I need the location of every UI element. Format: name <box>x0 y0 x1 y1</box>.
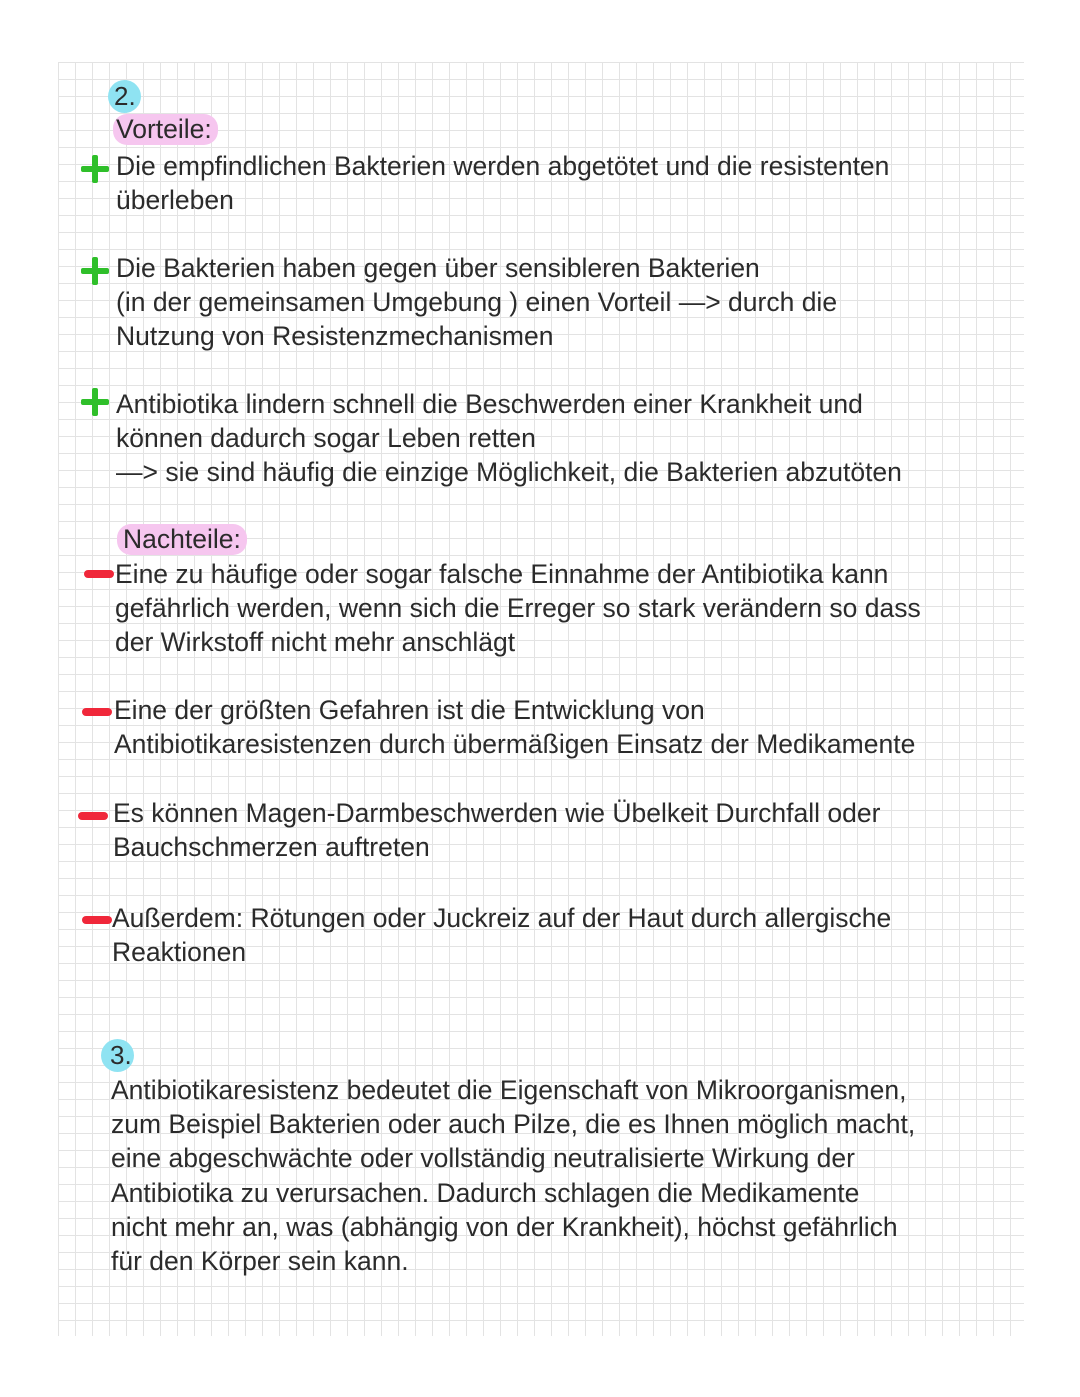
text-line: überleben <box>116 185 234 216</box>
text-line: Die empfindlichen Bakterien werden abgetötet und die resistenten <box>116 151 890 181</box>
plus-icon <box>81 155 109 183</box>
text-line: Die Bakterien haben gegen über sensibleren Bakterien <box>116 253 760 283</box>
vorteil-item-1 <box>116 149 996 217</box>
text-line: Nutzung von Resistenzmechanismen <box>116 321 554 352</box>
text-line: —> sie sind häufig die einzige Möglichkeit, die Bakterien abzutöten <box>116 457 902 488</box>
text-line: Außerdem: Rötungen oder Juckreiz auf der Haut durch allergische <box>112 903 892 933</box>
minus-icon <box>82 708 112 716</box>
vorteil-item-2 <box>116 251 996 354</box>
vorteil-item-3 <box>116 387 996 490</box>
text-line: eine abgeschwächte oder vollständig neutralisierte Wirkung der <box>111 1143 855 1174</box>
nachteil-item-2 <box>114 693 994 761</box>
text-line: nicht mehr an, was (abhängig von der Krankheit), höchst gefährlich <box>111 1211 898 1242</box>
plus-icon <box>81 388 109 416</box>
minus-icon <box>78 812 108 820</box>
text-line: (in der gemeinsamen Umgebung ) einen Vorteil —> durch die <box>116 287 838 318</box>
text-line: Antibiotikaresistenz bedeutet die Eigenschaft von Mikroorganismen, <box>111 1075 907 1105</box>
text-line: Es können Magen-Darmbeschwerden wie Übelkeit Durchfall oder <box>113 798 881 828</box>
text-line: können dadurch sogar Leben retten <box>116 423 536 454</box>
text-line: Antibiotika zu verursachen. Dadurch schlagen die Medikamente <box>111 1177 860 1208</box>
minus-icon <box>82 916 112 924</box>
minus-icon <box>84 570 114 578</box>
text-line: für den Körper sein kann. <box>111 1246 409 1277</box>
text-line: Bauchschmerzen auftreten <box>113 832 430 863</box>
text-line: Antibiotika lindern schnell die Beschwerden einer Krankheit und <box>116 389 863 419</box>
text-line: zum Beispiel Bakterien oder auch Pilze, die es Ihnen möglich macht, <box>111 1109 916 1140</box>
nachteile-label: Nachteile: <box>117 524 247 555</box>
text-line: der Wirkstoff nicht mehr anschlägt <box>115 627 516 658</box>
text-line: Eine der größten Gefahren ist die Entwicklung von <box>114 695 705 725</box>
text-line: Eine zu häufige oder sogar falsche Einnahme der Antibiotika kann <box>115 559 889 589</box>
vorteile-label: Vorteile: <box>113 114 218 145</box>
section-number-3: 3. <box>101 1039 134 1072</box>
section3-paragraph <box>111 1073 991 1278</box>
nachteil-item-1 <box>115 557 995 660</box>
text-line: Reaktionen <box>112 937 247 968</box>
text-line: Antibiotikaresistenzen durch übermäßigen Einsatz der Medikamente <box>114 729 916 760</box>
plus-icon <box>81 257 109 285</box>
text-line: gefährlich werden, wenn sich die Erreger so stark verändern so dass <box>115 593 921 624</box>
nachteil-item-4 <box>112 901 992 969</box>
nachteil-item-3 <box>113 796 993 864</box>
section-number-2: 2. <box>108 80 141 113</box>
